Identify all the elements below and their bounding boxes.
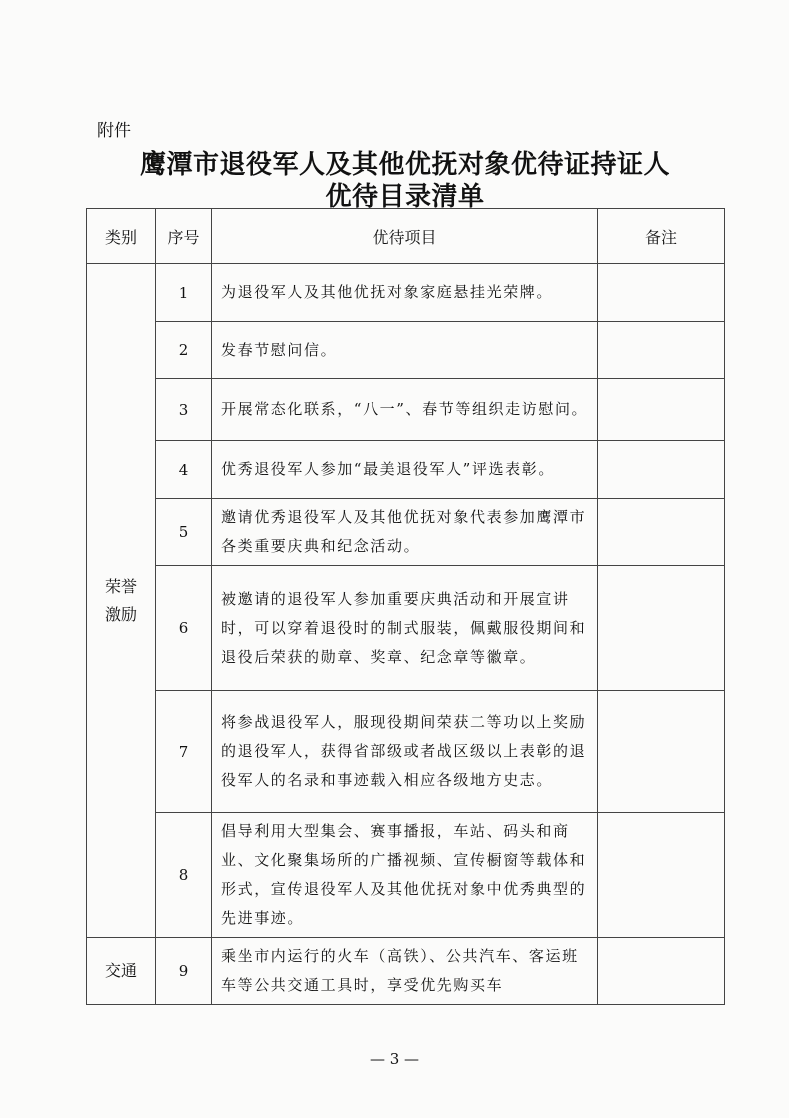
row-number: 1 (156, 264, 212, 322)
row-item: 开展常态化联系，“八一”、春节等组织走访慰问。 (212, 379, 598, 441)
benefits-table (86, 208, 725, 1005)
row-item: 将参战退役军人，服现役期间荣获二等功以上奖励的退役军人，获得省部级或者战区级以上表彰的退役军人的名录和事迹载入相应各级地方史志。 (212, 691, 598, 813)
document-title-line1: 鹰潭市退役军人及其他优抚对象优待证持证人 (139, 150, 670, 180)
row-note (598, 813, 725, 938)
row-item: 邀请优秀退役军人及其他优抚对象代表参加鹰潭市各类重要庆典和纪念活动。 (212, 499, 598, 566)
row-item: 优秀退役军人参加“最美退役军人”评选表彰。 (212, 441, 598, 499)
row-item: 发春节慰问信。 (212, 322, 598, 379)
header-number: 序号 (156, 209, 212, 264)
row-note (598, 499, 725, 566)
row-number: 8 (156, 813, 212, 938)
row-number: 9 (156, 938, 212, 1005)
table-row (87, 322, 725, 379)
row-note (598, 691, 725, 813)
attachment-label: 附件 (97, 121, 131, 141)
table-row (87, 566, 725, 691)
row-number: 3 (156, 379, 212, 441)
table-row (87, 379, 725, 441)
table-row (87, 441, 725, 499)
category-honor: 荣誉 激励 (87, 264, 156, 938)
header-item: 优待项目 (212, 209, 598, 264)
table-row (87, 499, 725, 566)
row-item: 倡导利用大型集会、赛事播报，车站、码头和商业、文化聚集场所的广播视频、宣传橱窗等载体和形式，宣传退役军人及其他优抚对象中优秀典型的先进事迹。 (212, 813, 598, 938)
table-row (87, 691, 725, 813)
table-row (87, 813, 725, 938)
row-number: 2 (156, 322, 212, 379)
row-note (598, 322, 725, 379)
table-row (87, 938, 725, 1005)
category-traffic: 交通 (87, 938, 156, 1005)
header-note: 备注 (598, 209, 725, 264)
table-row (87, 264, 725, 322)
row-number: 6 (156, 566, 212, 691)
row-note (598, 379, 725, 441)
row-item: 被邀请的退役军人参加重要庆典活动和开展宣讲时，可以穿着退役时的制式服装，佩戴服役期间和退役后荣获的勋章、奖章、纪念章等徽章。 (212, 566, 598, 691)
row-note (598, 264, 725, 322)
row-number: 4 (156, 441, 212, 499)
row-item: 乘坐市内运行的火车（高铁）、公共汽车、客运班车等公共交通工具时，享受优先购买车 (212, 938, 598, 1005)
page-number: — 3 — (369, 1050, 420, 1068)
row-note (598, 938, 725, 1005)
header-category: 类别 (87, 209, 156, 264)
row-note (598, 441, 725, 499)
document-title-line2: 优待目录清单 (325, 182, 485, 212)
table-header-row (87, 209, 725, 264)
row-number: 7 (156, 691, 212, 813)
row-number: 5 (156, 499, 212, 566)
row-note (598, 566, 725, 691)
row-item: 为退役军人及其他优抚对象家庭悬挂光荣牌。 (212, 264, 598, 322)
